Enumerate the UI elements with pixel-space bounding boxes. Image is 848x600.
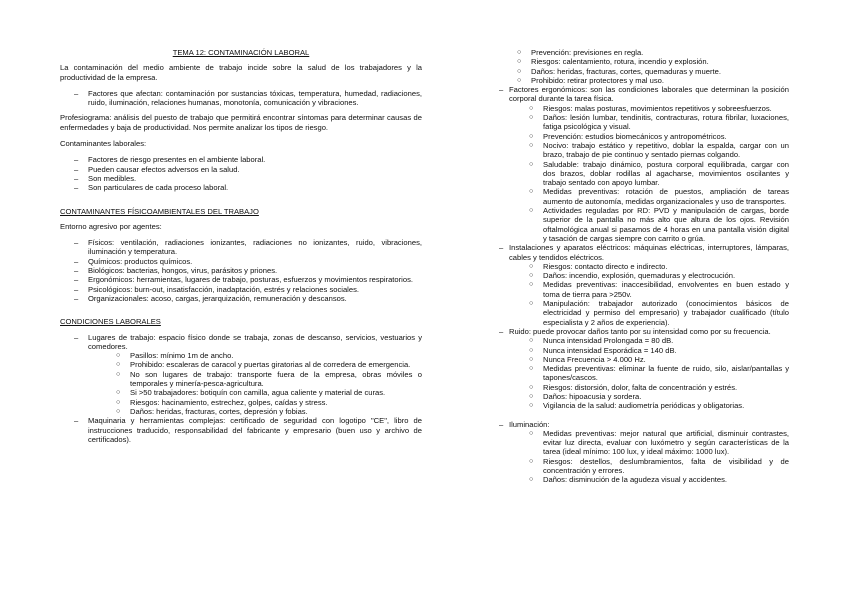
sub-list-item: ○ Riesgos: hacinamiento, estrechez, golpes, caídas y stress. (106, 398, 422, 407)
iluminacion-sublist (509, 429, 789, 485)
lugares-sublist (88, 351, 422, 416)
lugares-text: Lugares de trabajo: espacio físico donde se trabaja, zonas de descanso, servicios, vestuarios y comedores. (88, 332, 422, 351)
section-heading-condiciones: CONDICIONES LABORALES (60, 317, 161, 327)
sub-list-item: ○ Prevención: estudios biomecánicos y antropométricos. (519, 132, 789, 141)
right-column (497, 48, 789, 491)
sub-list-item: ○ Nunca Frecuencia > 4.000 Hz. (519, 355, 789, 364)
sub-list-item: ○ Riesgos: destellos, deslumbramientos, falta de visibilidad y de concentración y errores. (519, 457, 789, 476)
sub-list-item: ○ Riesgos: distorsión, dolor, falta de concentración y estrés. (519, 383, 789, 392)
maquinaria-sublist (497, 48, 789, 85)
sub-list-item: ○ Medidas preventivas: eliminar la fuente de ruido, silo, aislar/pantallas y tapones/cascos. (519, 364, 789, 383)
ergonomicos-sublist (509, 104, 789, 243)
sub-list-item: ○ Daños: incendio, explosión, quemaduras y electrocución. (519, 271, 789, 280)
sub-list-item: ○ Medidas preventivas: mejor natural que artificial, disminuir contrastes, evitar luz directa, evaluar con luxómetro y según características de la tarea (ideal mínimo: 100 lux, y ideal máximo: 1000 lux). (519, 429, 789, 457)
sub-list-item: ○ Riesgos: calentamiento, rotura, incendio y explosión. (507, 57, 789, 66)
list-item: – Son medibles. (60, 174, 422, 183)
document-title: TEMA 12: CONTAMINACIÓN LABORAL (172, 48, 310, 57)
sub-list-item: ○ Daños: disminución de la agudeza visual y accidentes. (519, 475, 789, 484)
sub-list-item: ○ Pasillos: mínimo 1m de ancho. (106, 351, 422, 360)
list-item: – Factores de riesgo presentes en el ambiente laboral. (60, 155, 422, 164)
list-item: – Factores que afectan: contaminación por sustancias tóxicas, temperatura, humedad, radiaciones, ruido, iluminación, relaciones humanas, monotonía, comunicación y vibraciones. (60, 89, 422, 108)
sub-list-item: ○ Medidas preventivas: rotación de puestos, ampliación de tareas aumento de autonomía, medidas organizacionales y uso de transportes. (519, 187, 789, 206)
sub-list-item: ○ Nocivo: trabajo estático y repetitivo, doblar la espalda, cargar con un brazo, trabajo de pie continuo y sentado piernas colgando. (519, 141, 789, 160)
ruido-sublist (509, 336, 789, 410)
intro-list (60, 89, 422, 108)
sub-list-item: ○ Actividades reguladas por RD: PVD y manipulación de cargas, borde superior de la pantalla no más alto que altura de los ojos. Revisión oftalmológica anual si pasamos de 4 horas en una pantalla visión digital y tasación de cargas siempre con carrito o grúa. (519, 206, 789, 243)
contaminantes-list (60, 155, 422, 192)
sub-list-item: ○ Prohibido: retirar protectores y mal uso. (507, 76, 789, 85)
sub-list-item: ○ No son lugares de trabajo: transporte fuera de la empresa, obras móviles o temporales y minería-pesca-agricultura. (106, 370, 422, 389)
list-item (60, 333, 422, 417)
sub-list-item: ○ Riesgos: malas posturas, movimientos repetitivos y sobreesfuerzos. (519, 104, 789, 113)
list-item (497, 327, 789, 411)
section-heading-contaminantes: CONTAMINANTES FÍSICOAMBIENTALES DEL TRABAJO (60, 206, 259, 216)
instalaciones-sublist (509, 262, 789, 327)
sub-list-item: ○ Medidas preventivas: inaccesibilidad, envolventes en buen estado y toma de tierra para >250v. (519, 280, 789, 299)
list-item: – Organizacionales: acoso, cargas, jerarquización, remuneración y descansos. (60, 294, 422, 303)
ergonomicos-text: Factores ergonómicos: son las condiciones laborales que determinan la posición corporal durante la tarea física. (509, 85, 789, 104)
sub-list-item: ○ Nunca intensidad Prolongada = 80 dB. (519, 336, 789, 345)
list-item: – Son particulares de cada proceso laboral. (60, 183, 422, 192)
contaminantes-label: Contaminantes laborales: (60, 139, 147, 149)
list-item (497, 420, 789, 485)
list-item: – Pueden causar efectos adversos en la salud. (60, 165, 422, 174)
sub-list-item: ○ Daños: heridas, fracturas, cortes, depresión y fobias. (106, 407, 422, 416)
list-item: – Biológicos: bacterias, hongos, virus, parásitos y priones. (60, 266, 422, 275)
sub-list-item: ○ Daños: hipoacusia y sordera. (519, 392, 789, 401)
list-item (497, 243, 789, 327)
sub-list-item: ○ Prohibido: escaleras de caracol y puertas giratorias al de corredera de emergencia. (106, 360, 422, 369)
sub-list-item: ○ Vigilancia de la salud: audiometría periódicas y obligatorias. (519, 401, 789, 410)
sub-list-item: ○ Nunca intensidad Esporádica = 140 dB. (519, 346, 789, 355)
left-column (60, 48, 422, 450)
factores-list (497, 85, 789, 484)
agentes-list (60, 238, 422, 303)
ruido-text: Ruido: puede provocar daños tanto por su intensidad como por su frecuencia. (509, 326, 771, 336)
list-item: – Psicológicos: burn-out, insatisfacción, inadaptación, estrés y relaciones sociales. (60, 285, 422, 294)
list-item: – Maquinaria y herramientas complejas: certificado de seguridad con logotipo "CE", libro de instrucciones traducido, responsabilidad del fabricante y empresario (buen uso y archivo de certificados). (60, 416, 422, 444)
list-item: – Físicos: ventilación, radiaciones ionizantes, radiaciones no ionizantes, ruido, vibraciones, iluminación y temperatura. (60, 238, 422, 257)
sub-list-item: ○ Manipulación: trabajador autorizado (conocimientos básicos de electricidad y permiso del empresario) y trabajador cualificado (título especialista y 2 años de experiencia). (519, 299, 789, 327)
entorno-label: Entorno agresivo por agentes: (60, 221, 162, 231)
iluminacion-text: Iluminación: (509, 419, 550, 429)
intro-paragraph: La contaminación del medio ambiente de trabajo incide sobre la salud de los trabajadores y la productividad de la empresa. (60, 63, 422, 82)
instalaciones-text: Instalaciones y aparatos eléctricos: máquinas eléctricas, interruptores, lámparas, cables y tendidos eléctricos. (509, 243, 789, 262)
condiciones-list (60, 333, 422, 445)
sub-list-item: ○ Daños: heridas, fracturas, cortes, quemaduras y muerte. (507, 67, 789, 76)
list-item: – Químicos: productos químicos. (60, 257, 422, 266)
list-item: – Ergonómicos: herramientas, lugares de trabajo, posturas, esfuerzos y movimientos respiratorios. (60, 275, 422, 284)
sub-list-item: ○ Riesgos: contacto directo e indirecto. (519, 262, 789, 271)
sub-list-item: ○ Saludable: trabajo dinámico, postura corporal equilibrada, cargar con dos brazos, doblar rodillas al agacharse, movimientos oscilantes y trabajo sentado con apoyo lumbar. (519, 160, 789, 188)
sub-list-item: ○ Si >50 trabajadores: botiquín con camilla, agua caliente y material de curas. (106, 388, 422, 397)
list-item (497, 85, 789, 243)
sub-list-item: ○ Daños: lesión lumbar, tendinitis, contracturas, rotura fibrilar, luxaciones, fatiga psicológica y visual. (519, 113, 789, 132)
profesiograma-paragraph: Profesiograma: análisis del puesto de trabajo que permitirá encontrar síntomas para determinar causas de enfermedades y baja de productividad. Nos permite analizar los tipos de riesgo. (60, 113, 422, 132)
sub-list-item: ○ Prevención: previsiones en regla. (507, 48, 789, 57)
